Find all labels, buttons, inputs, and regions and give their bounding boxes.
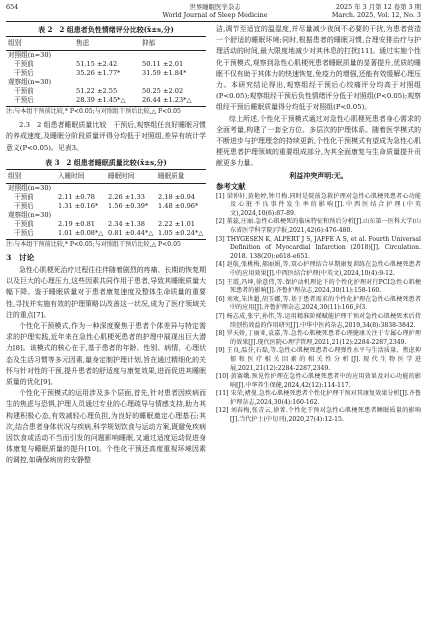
- table3-cell: [106, 211, 156, 220]
- reference-item: [9] 王良,温芬,石磊,等.急性心肌梗死患者心理弹性水平与生活质量、焦虑抑郁和医疗相关因素的相关性分析[J].现代生物医学进展,2021,21(12):2284-2287,2349.: [216, 347, 421, 372]
- table3-row-label: 对照组(n=30): [8, 183, 52, 192]
- journal-title: [140, 3, 290, 19]
- table3-cell: 1.31 ±0.16*: [58, 201, 99, 210]
- table2-cell: 50.11 ±2.01: [142, 60, 184, 68]
- right-paragraph-1: 洁,调节至适宜的温湿度,并尽量减少夜间不必要的干扰,为患者营造一个舒适的睡眠环境;同时,根据患者的睡眠习惯,合理安排治疗与护理活动的时间,最大限度地减少对其休息的打扰[11]。通过实施个性化干预模式,观察到急性心肌梗死患者睡眠质量的显著提升,优质的睡眠不仅有助于其体力的快速恢复,免疫力的增强,还能有效缓解心理压力。本研究结论得出,观察组经干预后心绞痛评分均高于对照组(P<0.05);观察组经干预后负性情绪评分低于对照组(P<0.05);观察组经干预后睡眠质量得分均低于对照组(P<0.05)。: [216, 25, 421, 112]
- table3-row: [6, 202, 206, 211]
- table2-row-label: 干预后: [14, 69, 34, 77]
- table2-row: [6, 51, 206, 61]
- issue-info-en: March. 2025, Vol. 12, No. 3: [331, 11, 421, 19]
- discussion-paragraph-2: 个性化干预模式,作为一种深度聚焦于患者个体差异与特定需求的护理实践,近年来在急性心肌梗死患者的护理中展现出巨大潜力[8]。该模式的核心在于,基于患者的年龄、性别、病情、心理状态及生活习惯等多元因素,量身定制护理计划,旨在通过精细化的关怀与针对性的干预,提升患者的舒适度与康复效果,进而促进其睡眠质量的优化[9]。: [6, 322, 206, 387]
- table3-body: [6, 183, 206, 239]
- table3-cell: 2.34 ±1.38: [108, 219, 145, 228]
- reference-item: [5] 王霞,冯坤,徐意伟,等.保护动机理论下的个性化护理对行PCI急性心肌梗死患者的影响[J].齐鲁护理杂志,2024,30(11):158-160.: [216, 278, 421, 295]
- reference-list: [216, 193, 421, 425]
- left-column: [6, 24, 206, 467]
- reference-item: [8] 罗天娇,丁丽亚,袁嘉,等.急性心肌梗死患者心理健康关注于专属心理护理的效果[J].现代医院心理学管理,2021,21(12):2284-2287,2349.: [216, 330, 421, 346]
- table2-cell: 28.39 ±1.45*△: [74, 96, 140, 107]
- table2-cell: 51.15 ±2.42: [76, 60, 118, 68]
- table3-cell: 1.01 ±0.08*△: [56, 229, 106, 240]
- table3-cell: [156, 183, 206, 193]
- table2-header-row: [6, 37, 206, 51]
- table3-caption: 表 3 2 组患者睡眠质量比较(x̄±s,分): [45, 157, 167, 167]
- reference-item: [12] 刘春梅,张青云,徐菁.个性化干预对急性心肌梗死患者睡眠质量的影响[J].当代护士(中旬刊),2020,27(4):12-15.: [216, 407, 421, 424]
- table2-cell: 31.59 ±1.84*: [142, 69, 187, 77]
- table3-cell: 0.81 ±0.44*△: [106, 229, 156, 240]
- table3-row-label: 干预前: [14, 219, 34, 228]
- section-3-title: 3 讨论: [6, 253, 35, 263]
- table3-cell: 2.11 ±0.78: [58, 192, 95, 201]
- section-2-3: 2.3 2 组患者睡眠质量比较 干预后,观察组任良好睡眠习惯的养成速度,及睡眠分阶段质量评得分均低于对照组,差异有统计学意义(P<0.05)。见表3。: [6, 121, 206, 152]
- table3-col-group: 组别: [6, 169, 56, 183]
- table3: [6, 169, 206, 240]
- table3-row-label: 观察组(n=30): [8, 210, 52, 219]
- table2-row-label: 干预前: [14, 60, 34, 68]
- table2-cell: 35.26 ±1.77*: [76, 69, 121, 77]
- table3-cell: 2.26 ±1.33: [108, 192, 145, 201]
- table3-row: [6, 183, 206, 193]
- table2-cell: [140, 78, 206, 87]
- table3-cell: [156, 211, 206, 220]
- reference-item: [11] 宋荣,褚曼.急性心肌梗死患者个性化护理干预对其康复效果分析[J].齐鲁护理杂志,2024,30(4):160-162.: [216, 390, 421, 406]
- reference-item: [1] 梁仲轩,黄艳婷,钟月梅.同时是院前急救护理对急性心肌梗死患者心功能及心脏不良事件发生率的影响[J].中西医结合护理(中英文),2024,10(6):87-89.: [216, 192, 421, 217]
- table3-cell: [106, 183, 156, 193]
- table2-col-depression: 抑郁: [140, 37, 206, 51]
- table3-cell: [56, 211, 106, 220]
- table2-cell: [74, 51, 140, 61]
- journal-title-cn: 世界睡眠医学杂志: [189, 3, 241, 11]
- table2-cell: [74, 78, 140, 87]
- table3-cell: 1.56 ±0.39*: [108, 201, 149, 210]
- table2-row-label: 对照组(n=30): [8, 51, 52, 59]
- table2: [6, 36, 206, 107]
- table2-row: [6, 69, 206, 78]
- table3-header-row: [6, 169, 206, 183]
- reference-item: [3] THYGESEN K, ALPERT J S, JAFFE A S, et al. Fourth Universal Definition of Myocardial Infarction (2018)[J]. Circulation. 2018. 138(20):e618-e651.: [216, 235, 421, 260]
- table2-col-group: 组别: [6, 37, 74, 51]
- discussion-paragraph-1: 急性心肌梗死治疗过程往往伴随着剧烈的疼痛、长期的恢复期以及巨大的心理压力,这些因素共同作用于患者,导致其睡眠质量大幅下降。鉴于睡眠质量对于患者康复速度及整体生命质量的重要性,寻找并实施有效的护理策略以改善这一状况,成为了医疗领域关注的重点[7]。: [6, 266, 206, 319]
- header-rule: [6, 21, 421, 22]
- table3-cell: 2.19 ±0.81: [58, 219, 95, 228]
- table3-note: 注:与本组干预前比较,* P<0.05;与对照组干预后比较,△ P<0.05: [6, 240, 181, 248]
- table2-body: [6, 51, 206, 107]
- table2-note: 注:与本组干预前比较,* P<0.05;与对照组干预后比较,△ P<0.05: [6, 108, 181, 115]
- reference-item: [2] 董蕊,庄丽.急性心肌梗死的临床特征和预后分析[J].山东第一医科大学(山东省医学科学院)学报,2021,42(6):476-480.: [216, 218, 421, 235]
- table3-col-sleep-onset: 入睡时间: [56, 169, 106, 183]
- table3-cell: 2.22 ±1.01: [158, 219, 195, 228]
- table2-row-label: 干预后: [6, 96, 74, 107]
- table3-row: [6, 193, 206, 202]
- table2-row-label: 干预前: [14, 87, 34, 95]
- table3-cell: 1.05 ±0.24*△: [156, 229, 206, 240]
- issue-info-cn: 2025 年 3 月第 12 卷第 3 期: [335, 3, 421, 11]
- table3-row-label: 干预后: [14, 201, 34, 210]
- reference-item: [4] 赵航,张桃梅,郝丽娟,等.双心护理结合早期康复训练在急性心肌梗死患者中的应用效果[J].中西医结合护理(中英文),2024,10(4):9-12.: [216, 261, 421, 277]
- reference-item: [6] 刘欢,朱世超,胡玉娜,等.基于患者需求的个性化护理在急性心肌梗死患者中的应用[J].齐鲁护理杂志,2024,30(11):166,封3.: [216, 295, 421, 312]
- references-title: 参考文献: [216, 181, 246, 191]
- table3-row-label: 干预后: [6, 229, 56, 240]
- table3-col-sleep-quality: 睡眠质量: [156, 169, 206, 183]
- reference-item: [7] 杨志成,张宁,孙伟,等.运用精准阶梯赋能护理干预对急性心肌梗死术后持续创伤效益的作用研究[J].中华中医药杂志,2019,34(8):3838-3842.: [216, 312, 421, 329]
- table3-cell: 1.48 ±0.96*: [158, 201, 199, 210]
- table3-row: [6, 211, 206, 220]
- table2-col-anxiety: 焦虑: [74, 37, 140, 51]
- table3-cell: 2.18 ±0.94: [158, 192, 195, 201]
- table3-row-label: 干预前: [14, 192, 34, 201]
- table2-row-label: 观察组(n=30): [8, 78, 52, 86]
- right-paragraph-2: 综上所述,个性化干预模式通过对急性心肌梗死患者身心需求的全面考量,构建了一套全方位、多层次的护理体系。随着医学模式的不断进步与护理理念的持续更新,个性化干预模式有望成为急性心肌梗死患者护理领域的重要组成部分,为其全面康复与生命质量提升贡献更多力量。: [216, 114, 421, 168]
- issue-info: [332, 3, 421, 19]
- table2-row: [6, 87, 206, 96]
- table2-row: [6, 78, 206, 87]
- table3-cell: [56, 183, 106, 193]
- table3-row: [6, 229, 206, 240]
- table2-row: [6, 96, 206, 107]
- table2-cell: 26.44 ±1.23*△: [140, 96, 206, 107]
- page-number: 654: [6, 3, 19, 11]
- table3-row: [6, 220, 206, 229]
- table2-cell: [140, 51, 206, 61]
- discussion-paragraph-3: 个性化干预模式的运用涉及多个层面,首先,针对患者因疾病而生的焦虑与恐惧,护理人员通过专业的心理疏导与情感支持,助力其构建积极心态,有效减轻心理负担,为良好的睡眠奠定心理基石;其次,结合患者身体状况与疾病,科学规划饮食与运动方案,既避免疾病因饮食或活动不当而引发的问题影响睡眠,又通过适度运动促进身体康复与睡眠质量的提升[10]。个性化干预还高度重视环境因素的调控,如确保病房的安静整: [6, 389, 206, 465]
- right-column: [216, 24, 421, 425]
- conflict-statement: 利益冲突声明:无。: [289, 170, 348, 180]
- table2-cell: 50.25 ±2.02: [142, 87, 184, 95]
- table2-row: [6, 60, 206, 69]
- reference-item: [10] 黄赛娥.预见性护理在急性心肌梗死患者中的应用效果及对心功能的影响[J].中华养生保健,2024,42(12):114-117.: [216, 373, 421, 389]
- journal-title-en: World Journal of Sleep Medicine: [162, 11, 268, 19]
- table2-caption: 表 2 2 组患者负性情绪评分比较(x̄±s,分): [38, 25, 174, 34]
- table2-cell: 51.22 ±2.55: [76, 87, 118, 95]
- table3-col-sleep-duration: 睡眠时间: [106, 169, 156, 183]
